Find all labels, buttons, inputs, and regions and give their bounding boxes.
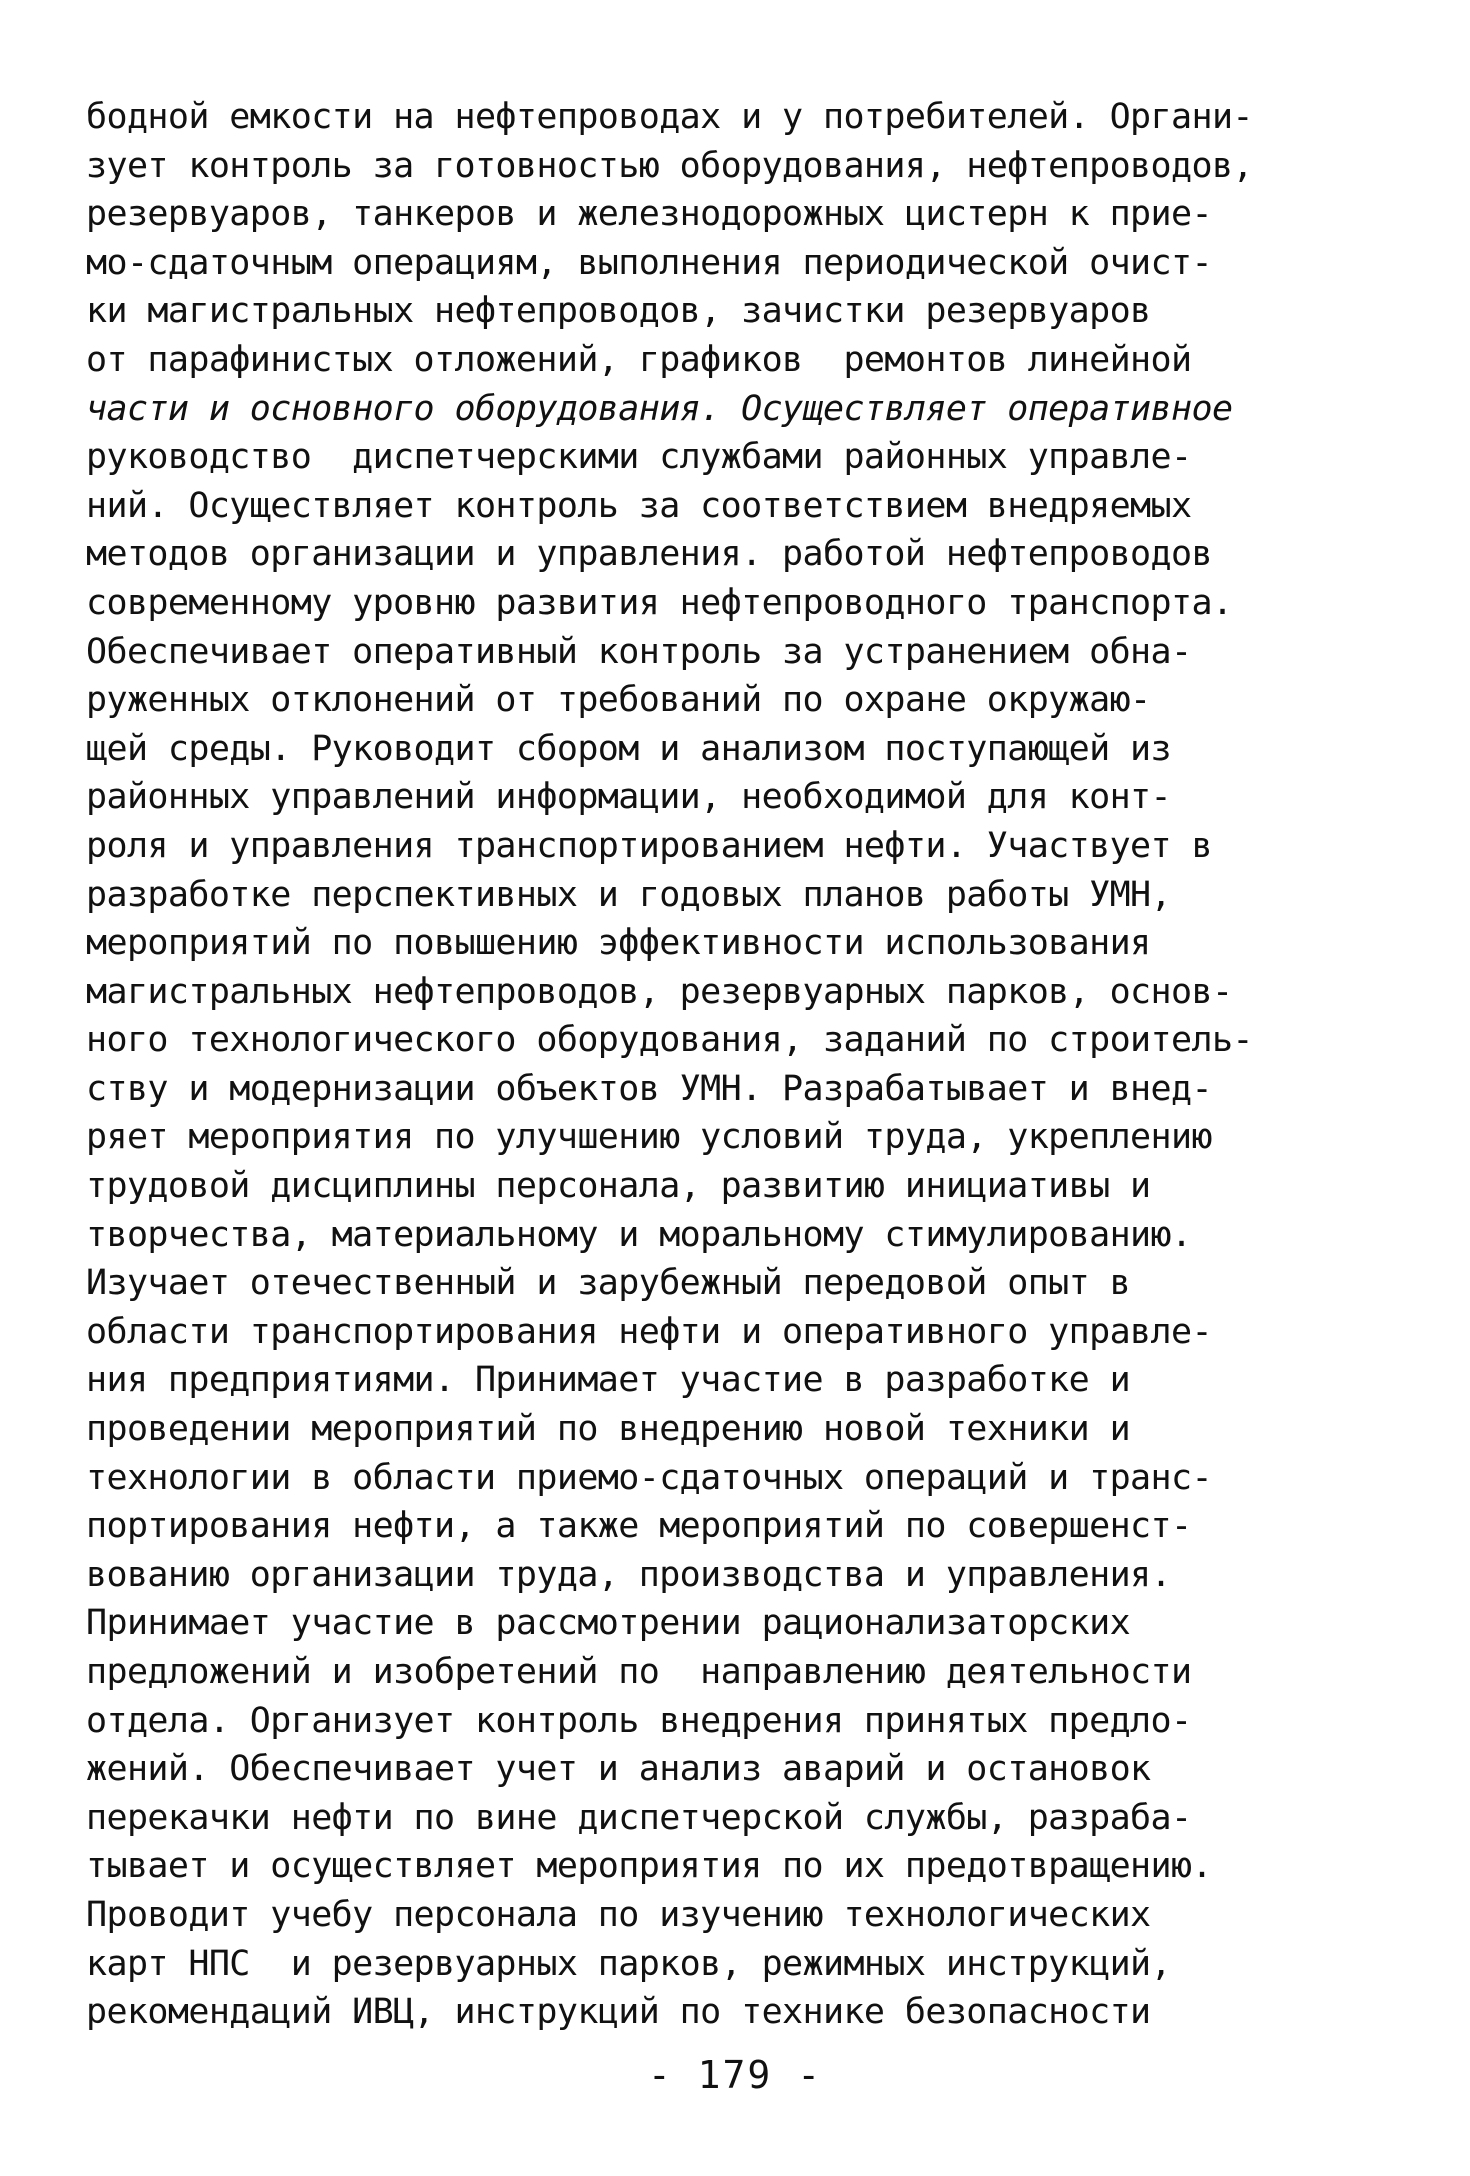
text-line-5: ки магистральных нефтепроводов, зачистки резервуаров xyxy=(86,291,1151,332)
text-line-1: бодной емкости на нефтепроводах и у потребителей. Органи- xyxy=(86,97,1253,137)
text-line-4: мо-сдаточным операциям, выполнения периодической очист- xyxy=(86,242,1212,283)
text-line-26: области транспортирования нефти и оперативного управле- xyxy=(86,1311,1212,1352)
text-line-25: Изучает отечественный и зарубежный передовой опыт в xyxy=(86,1263,1131,1304)
text-line-36: перекачки нефти по вине диспетчерской службы, разраба- xyxy=(86,1797,1192,1838)
text-line-14: щей среды. Руководит сбором и анализом поступающей из xyxy=(86,728,1172,769)
text-line-34: отдела. Организует контроль внедрения принятых предло- xyxy=(86,1700,1192,1741)
document-body xyxy=(86,93,1396,2037)
text-line-21: ству и модернизации объектов УМН. Разрабатывает и внед- xyxy=(86,1068,1212,1109)
text-line-16: роля и управления транспортированием нефти. Участвует в xyxy=(86,825,1212,866)
text-line-35: жений. Обеспечивает учет и анализ аварий и остановок xyxy=(86,1749,1151,1790)
text-line-2: зует контроль за готовностью оборудования, нефтепроводов, xyxy=(86,145,1253,186)
text-line-40: рекомендаций ИВЦ, инструкций по технике безопасности xyxy=(86,1992,1151,2033)
text-line-17: разработке перспективных и годовых планов работы УМН, xyxy=(86,874,1172,915)
text-line-22: ряет мероприятия по улучшению условий труда, укреплению xyxy=(86,1117,1212,1158)
text-line-28: проведении мероприятий по внедрению новой техники и xyxy=(86,1409,1131,1450)
text-line-19: магистральных нефтепроводов, резервуарных парков, основ- xyxy=(86,971,1233,1012)
text-line-23: трудовой дисциплины персонала, развитию инициативы и xyxy=(86,1166,1151,1207)
text-line-38: Проводит учебу персонала по изучению технологических xyxy=(86,1894,1151,1935)
text-line-15: районных управлений информации, необходимой для конт- xyxy=(86,777,1172,818)
page-number: - 179 - xyxy=(647,2053,823,2097)
text-line-24: творчества, материальному и моральному стимулированию. xyxy=(86,1214,1192,1255)
text-line-37: тывает и осуществляет мероприятия по их предотвращению. xyxy=(86,1846,1212,1887)
text-line-11: современному уровню развития нефтепроводного транспорта. xyxy=(86,582,1233,623)
text-line-27: ния предприятиями. Принимает участие в разработке и xyxy=(86,1360,1131,1401)
text-line-3: резервуаров, танкеров и железнодорожных цистерн к прие- xyxy=(86,194,1212,235)
text-line-6: от парафинистых отложений, графиков ремонтов линейной xyxy=(86,339,1192,380)
text-line-29: технологии в области приемо-сдаточных операций и транс- xyxy=(86,1457,1212,1498)
text-line-8: руководство диспетчерскими службами районных управле- xyxy=(86,437,1192,478)
text-line-18: мероприятий по повышению эффективности использования xyxy=(86,923,1151,964)
text-line-31: вованию организации труда, производства и управления. xyxy=(86,1554,1172,1595)
text-line-10: методов организации и управления. работой нефтепроводов xyxy=(86,534,1212,575)
text-line-30: портирования нефти, а также мероприятий по совершенст- xyxy=(86,1506,1192,1547)
text-line-9: ний. Осуществляет контроль за соответствием внедряемых xyxy=(86,485,1192,526)
text-line-39: карт НПС и резервуарных парков, режимных инструкций, xyxy=(86,1943,1172,1984)
text-line-32: Принимает участие в рассмотрении рационализаторских xyxy=(86,1603,1131,1644)
text-line-33: предложений и изобретений по направлению деятельности xyxy=(86,1652,1192,1692)
text-line-20: ного технологического оборудования, заданий по строитель- xyxy=(86,1020,1253,1061)
text-line-7: части и основного оборудования. Осуществляет оперативное xyxy=(86,388,1233,429)
text-line-12: Обеспечивает оперативный контроль за устранением обна- xyxy=(86,631,1192,672)
text-line-13: руженных отклонений от требований по охране окружаю- xyxy=(86,680,1151,721)
